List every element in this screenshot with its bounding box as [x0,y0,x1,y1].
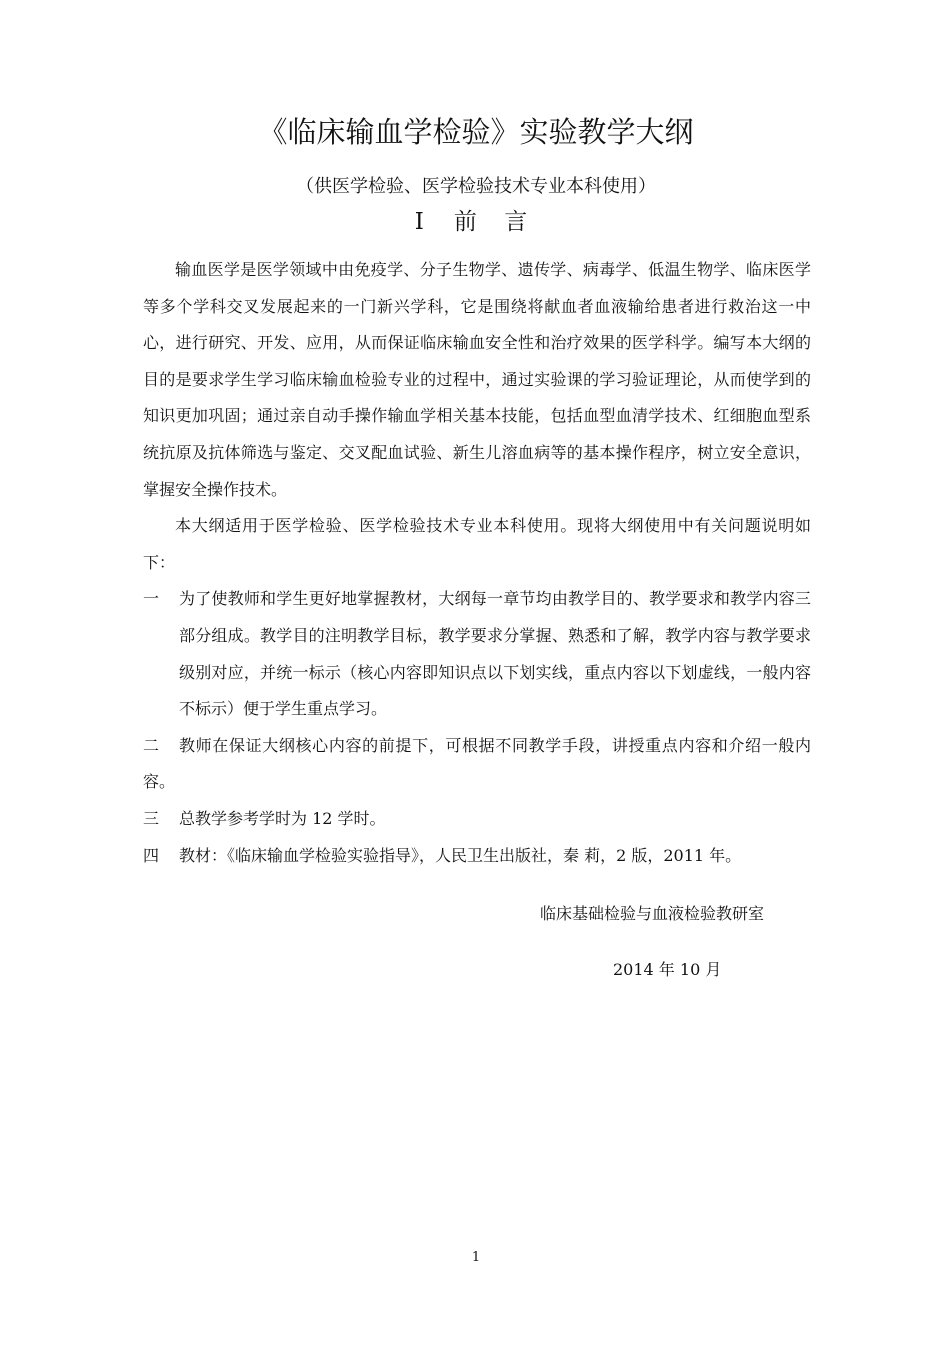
document-body [143,252,811,874]
list-item [143,581,811,727]
list-item-marker: 一 [143,589,160,609]
list-item [143,801,811,838]
list-item [143,838,811,875]
list-item-text: 为了使教师和学生更好地掌握教材，大纲每一章节均由教学目的、教学要求和教学内容三部分组成。教学目的注明教学目标，教学要求分掌握、熟悉和了解，教学内容与教学要求级别对应，并统一标示（核心内容即知识点以下划实线，重点内容以下划虚线，一般内容不标示）便于学生重点学习。 [179,589,811,719]
list-item-marker: 三 [143,808,160,828]
list-item-text: 总教学参考学时为 12 学时。 [179,808,386,828]
usage-paragraph: 本大纲适用于医学检验、医学检验技术专业本科使用。现将大纲使用中有关问题说明如下： [143,516,811,572]
section-heading [0,205,952,239]
list-item-marker: 四 [143,845,160,865]
department-signature: 临床基础检验与血液检验教研室 [540,904,765,923]
list-item-marker: 二 [143,735,160,755]
list-item-text: 教师在保证大纲核心内容的前提下，可根据不同教学手段，讲授重点内容和介绍一般内容。 [143,735,811,792]
document-date: 2014 年 10 月 [613,960,722,979]
section-number: I [414,209,424,235]
document-title: 《临床输血学检验》实验教学大纲 [258,115,694,149]
page-number: 1 [471,1250,481,1265]
list-item [143,728,811,801]
document-subtitle: （供医学检验、医学检验技术专业本科使用） [296,176,656,197]
list-item-text: 教材：《临床输血学检验实验指导》，人民卫生出版社，秦 莉，2 版，2011 年。 [179,845,742,865]
preface-paragraph: 输血医学是医学领域中由免疫学、分子生物学、遗传学、病毒学、低温生物学、临床医学等多个学科交叉发展起来的一门新兴学科，它是围绕将献血者血液输给患者进行救治这一中心，进行研究、开发、应用，从而保证临床输血安全性和治疗效果的医学科学。编写本大纲的目的是要求学生学习临床输血检验专业的过程中，通过实验课的学习验证理论，从而使学到的知识更加巩固；通过亲自动手操作输血学相关基本技能，包括血型血清学技术、红细胞血型系统抗原及抗体筛选与鉴定、交叉配血试验、新生儿溶血病等的基本操作程序，树立安全意识，掌握安全操作技术。 [143,260,811,499]
section-title: 前 言 [453,209,538,235]
